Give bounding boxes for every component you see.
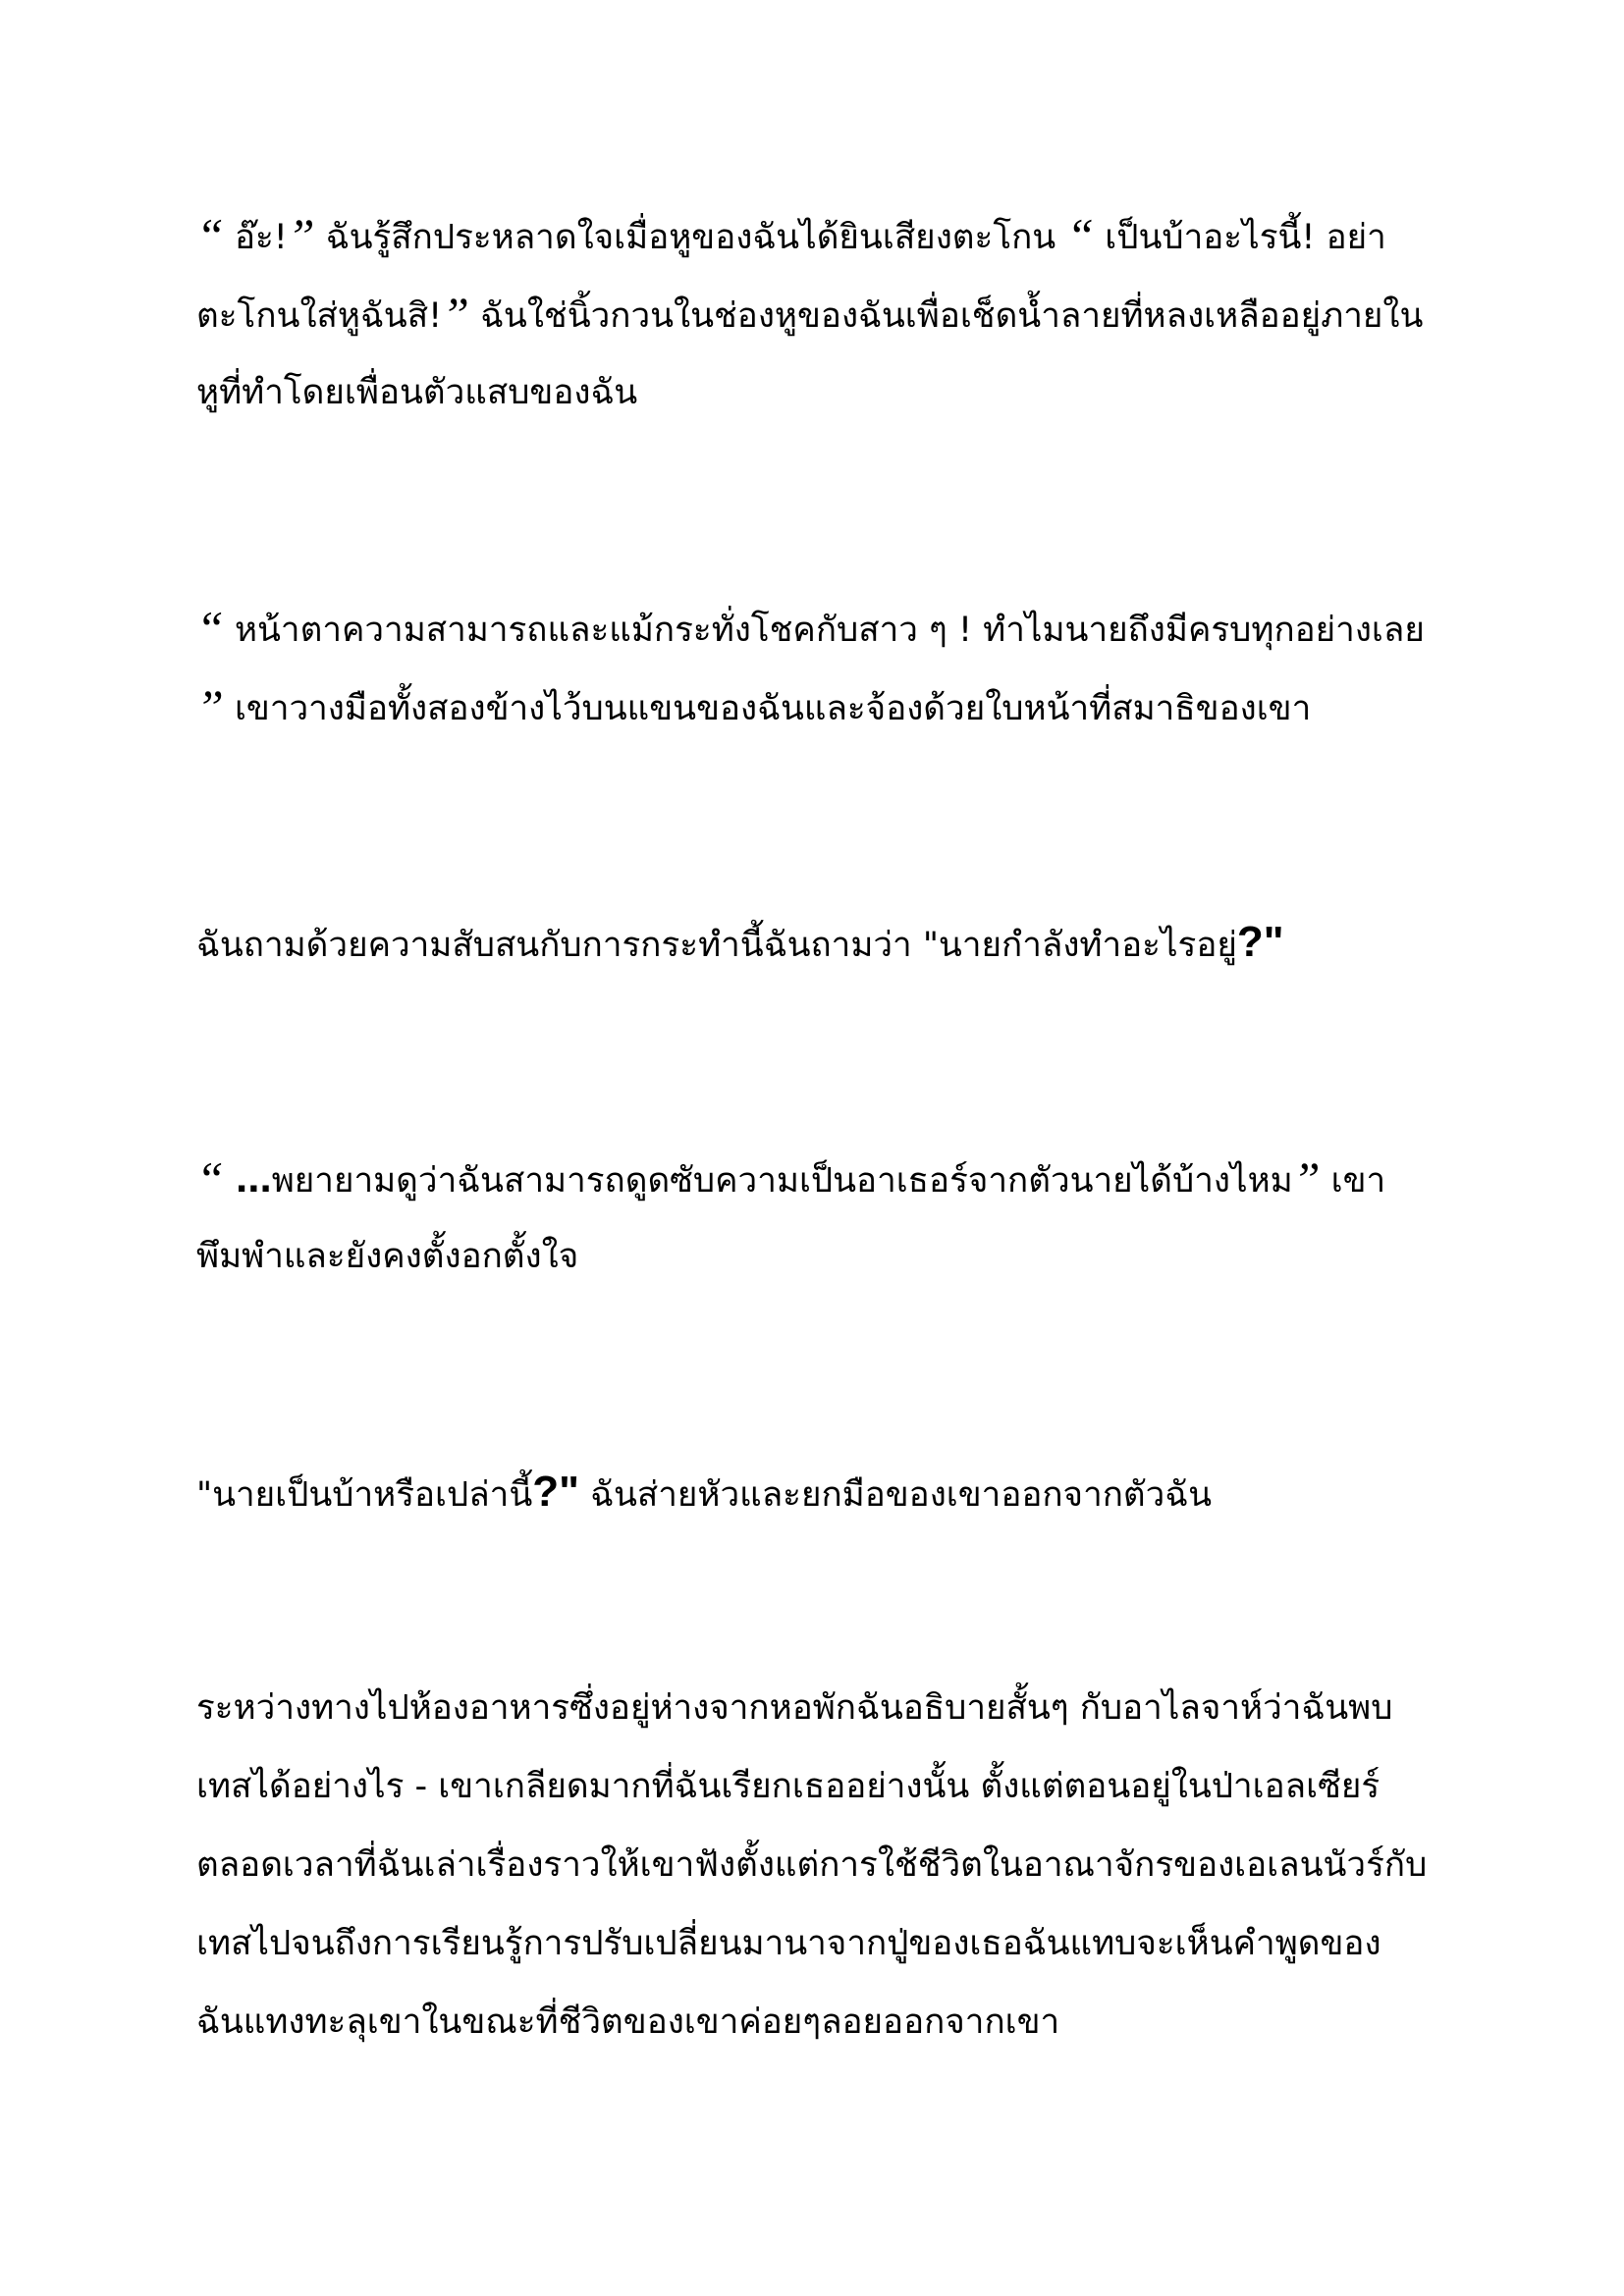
close-quote: ” (196, 679, 224, 734)
paragraph-line (196, 196, 1453, 275)
paragraph-line (196, 275, 1453, 353)
close-quote: ” (287, 208, 315, 263)
paragraph-line (196, 1826, 1453, 1904)
open-quote: “ (196, 1151, 224, 1206)
question-mark: ?" (532, 1468, 580, 1516)
text-run: หน้าตาความสามารถและแม้กระทั่งโชคกับสาว ๆ ! ทำไมนายถึงมีครบทุกอย่างเลย (223, 611, 1425, 650)
paragraph-line (196, 1139, 1453, 1217)
text-run: ระหว่างทางไปห้องอาหารซึ่งอยู่ห่างจากหอพักฉันอธิบายสั้นๆ กับอาไลจาห์ว่าฉันพบ (196, 1688, 1393, 1728)
text-run: พึมพำและยังคงตั้งอกตั้งใจ (196, 1237, 579, 1276)
text-run: ฉันรู้สึกประหลาดใจเมื่อหูของฉันได้ยินเสียงตะโกน (314, 218, 1067, 257)
paragraph-2 (196, 589, 1453, 746)
text-run: เป็นบ้าอะไรนี้! อย่า (1094, 218, 1386, 257)
close-quote: ” (442, 287, 469, 342)
text-run: พยายามดูว่าฉันสามารถดูดซับความเป็นอาเธอร์จากตัวนายได้บ้างไหม (271, 1161, 1293, 1201)
paragraph-line (196, 1669, 1453, 1747)
open-quote: “ (196, 601, 224, 656)
paragraph-line (196, 1904, 1453, 1983)
paragraph-line (196, 1747, 1453, 1826)
open-quote: “ (196, 208, 224, 263)
paragraph-line (196, 1217, 1453, 1296)
question-mark: ?" (1236, 918, 1284, 966)
open-quote: “ (1066, 208, 1095, 263)
close-quote: ” (1292, 1151, 1321, 1206)
text-run: ฉันส่ายหัวและยกมือของเขาออกจากตัวฉัน (579, 1475, 1213, 1515)
text-run: ตลอดเวลาที่ฉันเล่าเรื่องราวให้เขาฟังตั้งแต่การใช้ชีวิตในอาณาจักรของเอเลนนัวร์กับ (196, 1845, 1428, 1885)
paragraph-6 (196, 1669, 1453, 2061)
text-run: เขาวางมือทั้งสองข้างไว้บนแขนของฉันและจ้องด้วยใบหน้าที่สมาธิของเขา (223, 689, 1312, 728)
text-run: อ๊ะ! (223, 218, 288, 257)
paragraph-3 (196, 903, 1453, 982)
text-run: เทสไปจนถึงการเรียนรู้การปรับเปลี่ยนมานาจากปู่ของเธอฉันแทบจะเห็นคำพูดของ (196, 1924, 1381, 1963)
text-run: เทสได้อย่างไร - เขาเกลียดมากที่ฉันเรียกเธออย่างนั้น ตั้งแต่ตอนอยู่ในป่าเอลเซียร์ (196, 1767, 1380, 1806)
text-run: หูที่ทำโดยเพื่อนตัวแสบของฉัน (196, 373, 638, 412)
text-run: ตะโกนใส่หูฉันสิ! (196, 296, 443, 336)
paragraph-line (196, 1453, 1453, 1531)
paragraph-line (196, 1983, 1453, 2061)
paragraph-4 (196, 1139, 1453, 1296)
text-run: "นายเป็นบ้าหรือเปล่านี้ (196, 1475, 533, 1515)
paragraph-line (196, 589, 1453, 667)
text-run: ฉันแทงทะลุเขาในขณะที่ชีวิตของเขาค่อยๆลอยออกจากเขา (196, 2002, 1060, 2042)
ellipsis: ... (223, 1153, 272, 1201)
paragraph-line (196, 903, 1453, 982)
paragraph-line (196, 353, 1453, 432)
text-run: เขา (1320, 1161, 1386, 1201)
paragraph-1 (196, 196, 1453, 432)
paragraph-5 (196, 1453, 1453, 1531)
paragraph-line (196, 667, 1453, 746)
text-run: ฉันถามด้วยความสับสนกับการกระทำนี้ฉันถามว่า "นายกำลังทำอะไรอยู่ (196, 926, 1237, 965)
text-run: ฉันใช่นิ้วกวนในช่องหูของฉันเพื่อเช็ดน้ำลายที่หลงเหลืออยู่ภายใน (468, 296, 1424, 336)
